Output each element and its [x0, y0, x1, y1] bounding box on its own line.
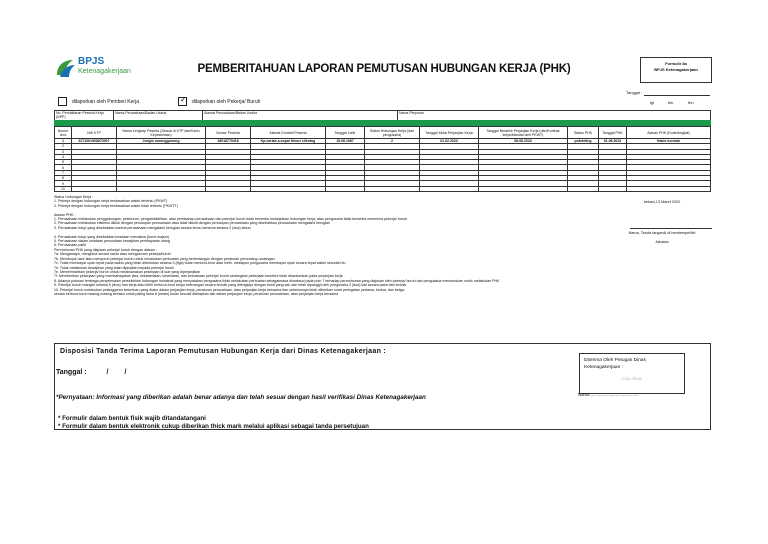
footnotes — [58, 415, 369, 431]
note-line: 8. Adanya putusan lembaga penyelesaian perselisihan hubungan industrial yang menyatakan pengusaha tidak melakukan perbuatan sebagaimana dimaksud pada poin 7 terhadap permohonan yang diajukan oleh pekerja/ buruh dan pengusaha memutuskan untuk melakukan PHK — [54, 278, 500, 283]
column-header: Tanggal Lahir — [326, 127, 365, 139]
disposition-title: Disposisi Tanda Terima Laporan Pemutusan Hubungan Kerja dari Dinas Ketenagakerjaan : — [60, 348, 387, 355]
table-cell[interactable] — [420, 186, 479, 191]
table-cell[interactable]: 01.02.2023 — [420, 139, 479, 144]
column-header: Status PHK — [568, 127, 599, 139]
signature-name-label: Nama, Tanda tangan& di berstempel/ttd — [628, 231, 696, 235]
officer-label: Diterima Oleh Petugas Dinas Ketenagakerjaan : — [584, 358, 646, 370]
note-line: 2. Perusahaan melakukan efisiensi diikuti dengan penutupan perusahaan atau tidak diikuti dengan penutupan perusahaan yang disebabkan perusahaan mengalami kerugian — [54, 221, 331, 226]
date-field[interactable] — [644, 95, 710, 96]
note-line: 7f. Memberikan pekerjaan yang membahayakan jiwa, keselamatan, kesehatan, dan kesusilaan pekerja/ buruh sedangkan pekerjaan tersebut tidak dicantumkan pada perjanjian kerja — [54, 274, 343, 279]
table-cell[interactable]: pokrteting — [568, 139, 599, 144]
column-header: Tanggal PHK — [599, 127, 627, 139]
table-cell[interactable] — [568, 186, 599, 191]
page-title: PEMBERITAHUAN LAPORAN PEMUTUSAN HUBUNGAN KERJA (PHK) — [197, 63, 571, 75]
table-cell[interactable]: 01.08.2023 — [599, 139, 627, 144]
legend-notes — [54, 195, 574, 296]
column-header: Nomor Urut — [55, 127, 72, 139]
date-slash: / — [106, 369, 109, 376]
table-cell[interactable]: 2 — [365, 139, 420, 144]
brand-name: BPJS — [78, 56, 105, 67]
table-cell[interactable] — [251, 186, 326, 191]
signature-line — [630, 228, 712, 229]
brand-sub: Ketenagakerjaan — [78, 68, 131, 75]
worker-checkbox[interactable] — [178, 97, 187, 106]
footnote-physical: * Formulir dalam bentuk fisik wajib ditandatangani — [58, 415, 206, 422]
column-header: Alamat Domisili Peserta — [251, 127, 326, 139]
stamp-placeholder: Cap dinas — [621, 376, 643, 381]
table-cell[interactable]: 6 — [55, 165, 72, 170]
note-line: 4. Perusahaan tutup yang disebabkan keadaan memaksa (force majeur) — [54, 234, 170, 239]
table-cell[interactable]: 15.08.1987 — [326, 139, 365, 144]
form-code-org: BPJS Ketenagakerjaan — [654, 67, 698, 72]
table-cell[interactable] — [72, 186, 117, 191]
date-thn: thn — [688, 100, 694, 105]
table-cell[interactable] — [117, 186, 206, 191]
table-cell[interactable]: 18018779416 — [206, 139, 251, 144]
form-code: Formulir 8a — [665, 61, 687, 66]
table-cell[interactable]: Kp.cariab a.sopar ttimur cilentng — [251, 139, 326, 144]
form-code-box — [640, 57, 712, 83]
phk-table — [54, 126, 711, 192]
column-header: Alasan PHK (Kode/singkat) — [627, 127, 711, 139]
table-cell[interactable]: Joeglo nuranggunong — [117, 139, 206, 144]
footnote-electronic: * Formulir dalam bentuk elektronik cukup diberikan thick mark melalui aplikasi sebagai tanda persetujuan — [58, 423, 369, 430]
table-cell[interactable]: 10 — [55, 186, 72, 191]
table-cell[interactable]: 7 — [55, 170, 72, 175]
table-cell[interactable] — [627, 186, 711, 191]
disposition-date[interactable] — [56, 369, 126, 376]
note-line: 1. Pekerja dengan hubungan kerja berdasarkan waktu tertentu (PKWT) — [54, 199, 168, 204]
disposition-date-label: Tanggal : — [56, 369, 87, 376]
note-line: Permohonan PHK yang diajukan pekerja/ buruh dengan alasan : — [54, 247, 157, 252]
table-cell[interactable]: 8 — [55, 176, 72, 181]
column-header: Tanggal Mulai Perjanjian Kerja — [420, 127, 479, 139]
table-cell[interactable]: 9 — [55, 181, 72, 186]
note-line: 7a. Menganiaya, menghina secara kasar atau mengancam pekerja/buruh — [54, 252, 171, 257]
note-line: secara berturut-turut masing-masing berlaku untuk paling lama 6 (enam) bulan kecuali ditetapkan lain dalam perjanjian kerja, peraturan perusahaan, atau perjanjian kerja bersama — [54, 291, 339, 296]
column-header: Tanggal Berakhir Perjanjian Kerja (dan/Kontrak kerja/ditandai oleh PKWT) — [479, 127, 568, 139]
note-line: 9. Pekerja/ buruh mangkir selama 5 (lima) hari kerja atau lebih berturut-turut tanpa keterangan secara tertulis yang dilengkapi dengan bukti yang sah dan telah dipanggil oleh pengusaha 2 (dua) kali secara patut dan tertulis — [54, 283, 407, 288]
note-line: 7e. Memerintahkan pekerja/ buruh untuk melaksanakan pekerjaan di luar yang diperjanjikan — [54, 269, 201, 274]
note-line: 5. Perusahaan dalam keadaan penundaan kewajiban pembayaran utang — [54, 239, 170, 244]
employer-checkbox[interactable] — [58, 97, 67, 106]
signature-place-date: bekasi,13 Maret 2022 — [643, 200, 681, 204]
table-cell[interactable] — [479, 186, 568, 191]
table-cell[interactable]: 5 — [55, 160, 72, 165]
table-cell[interactable]: 3271061508870007 — [72, 139, 117, 144]
company-address-field[interactable]: Alamat Perusahaan/Badan Usaha — [203, 111, 398, 121]
signature-role: Jabatan — [655, 240, 669, 244]
table-cell[interactable]: 3 — [55, 149, 72, 154]
note-line: 7b. Membujuk dan/ atau menyuruh pekerja/ buruh untuk melakukan perbuatan yang bertentangan dengan peraturan perundang-undangan — [54, 256, 275, 261]
table-cell[interactable] — [206, 186, 251, 191]
date-bln: bln — [668, 100, 674, 105]
check-icon: ✓ — [180, 95, 187, 104]
note-line: 7d. Tidak melakukan kewajiban yang telah dijanjikan kepada pekerja/ buruh — [54, 265, 175, 270]
statement: *Pernyataan: Informasi yang diberikan adalah benar adanya dan telah sesuai dengan hasil verifikasi Dinas Ketenagakerjaan — [56, 394, 426, 401]
column-header: Nama Lengkap Peserta (Sesuai di KTP dan/Kartu Kepesertaan) — [117, 127, 206, 139]
column-header: NIK KTP — [72, 127, 117, 139]
note-line: 6. Perusahaan pailit — [54, 243, 86, 248]
note-line: 10. Pekerja/ buruh melakukan pelanggaran ketentuan yang diatur dalam perjanjian kerja, peraturan perusahaan, atau perjanjian kerja bersama dan sebelumnya telah diberikan surat peringatan pertama, kedua, dan ketiga — [54, 287, 405, 292]
table-cell[interactable] — [326, 186, 365, 191]
column-header: Nomor Peserta — [206, 127, 251, 139]
table-cell[interactable]: Habis kontrak — [627, 139, 711, 144]
note-line: Alasan PHK : — [54, 212, 76, 217]
worker-checkbox-label: dilaporkan oleh Pekerja/ Buruh — [192, 99, 261, 105]
note-line: 3. Perusahaan tutup yang disebabkan karena perusahaan mengalami kerugian secara terus menerus selama 2 (dua) tahun — [54, 225, 251, 230]
note-line: 7c. Tidak membayar upah tepat pada waktu yang telah ditentukan selama 3 (tiga) bulan berturut-turut atau lebih, meskipun pengusaha membayar upah secara tepat waktu sesudah itu — [54, 261, 346, 266]
date-slash: / — [124, 369, 127, 376]
date-tgl: tgl — [650, 100, 655, 105]
table-cell[interactable] — [599, 186, 627, 191]
date-label: Tanggal : — [626, 90, 643, 95]
officer-name[interactable]: Nama :....................................... — [578, 392, 639, 397]
company-name-field[interactable]: Nama Perusahaan/Badan Usaha — [114, 111, 203, 121]
table-cell[interactable]: 1 — [55, 139, 72, 144]
leader-name-field[interactable]: Nama Pimpinan — [398, 111, 711, 121]
note-line: Status Hubungan Kerja : — [54, 195, 94, 199]
table-cell[interactable] — [365, 186, 420, 191]
table-row — [55, 186, 711, 191]
table-cell[interactable]: 4 — [55, 154, 72, 159]
note-line: 1. Perusahaan melakukan penggabungan, peleburan, pengambilalihan, atau pemisahan perusahaan dan pekerja/ buruh tidak bersedia melanjutkan hubungan kerja; atau pengusaha tidak bersedia menerima pekerja/ buruh — [54, 217, 408, 222]
table-cell[interactable]: 2 — [55, 144, 72, 149]
npp-field[interactable]: No. Pendaftaran Peserta Kerja (NPP) — [55, 111, 114, 121]
column-header: Status Hubungan Kerja (dari pengusaha) — [365, 127, 420, 139]
note-line: 2. Pekerja dengan hubungan kerja berdasarkan waktu tidak tertentu (PKWTT) — [54, 203, 179, 208]
employer-checkbox-label: dilaporkan oleh Pemberi Kerja — [72, 99, 139, 105]
table-cell[interactable]: 08.08.2023 — [479, 139, 568, 144]
